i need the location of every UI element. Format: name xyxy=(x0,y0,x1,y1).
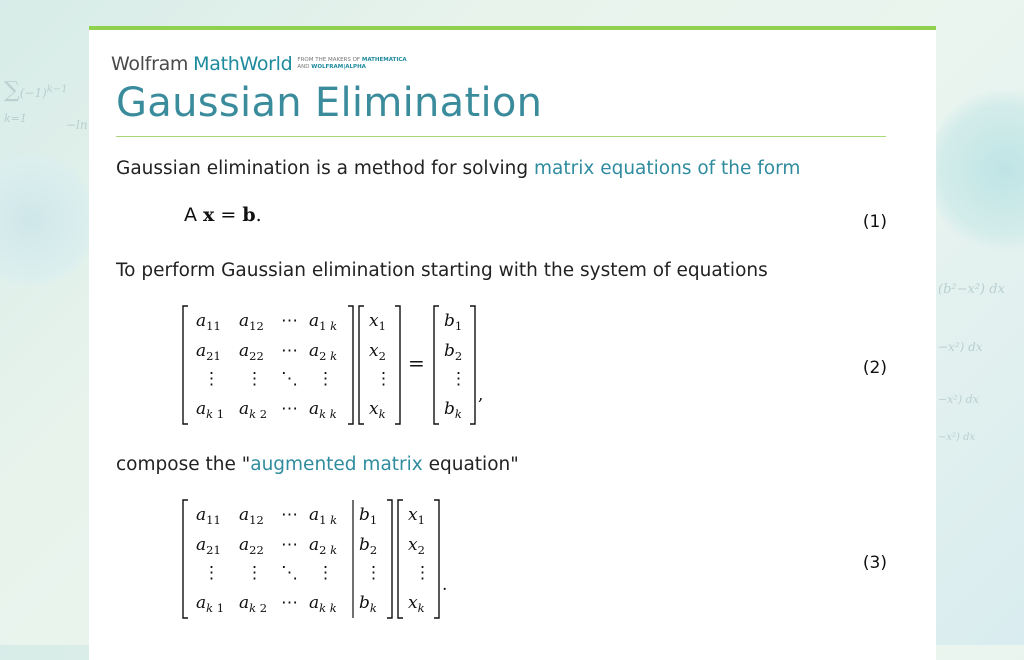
equation-3-number: (3) xyxy=(862,553,887,573)
svg-text:a21: $a_{21}$ xyxy=(196,535,221,557)
augmented-paragraph: compose the "augmented matrix equation" xyxy=(116,454,519,475)
svg-text:⋯: ⋯ xyxy=(281,505,298,525)
svg-text:a12: $a_{12}$ xyxy=(239,311,264,333)
system-paragraph: To perform Gaussian elimination starting with the system of equations xyxy=(116,260,768,281)
svg-text:⋮: ⋮ xyxy=(246,369,263,389)
svg-text:a2 k: $a_2$ k xyxy=(309,535,338,557)
svg-text:b1: $b_1$ xyxy=(444,311,463,333)
background-formula-right-2: −x²) dx xyxy=(938,340,983,354)
background-formula-ln: −ln xyxy=(66,118,88,132)
svg-text:a1 k: $a_1$ k xyxy=(309,505,338,527)
svg-text:ak 1: $a_k$ 1 xyxy=(196,399,225,421)
svg-text:ak 2: $a_k$ 2 xyxy=(239,593,268,615)
svg-text:=: = xyxy=(408,351,425,375)
title-divider xyxy=(116,136,886,137)
svg-text:ak 2: $a_k$ 2 xyxy=(239,399,268,421)
svg-text:ak k: $a_{k k}$ xyxy=(309,593,337,615)
svg-text:b1: $b_1$ xyxy=(359,505,378,527)
svg-text:b2: $b_2$ xyxy=(444,341,463,363)
equation-1-number: (1) xyxy=(862,212,887,232)
svg-text:a21: $a_{21}$ xyxy=(196,341,221,363)
background-formula-right-1: (b²−x²) dx xyxy=(938,282,1005,297)
svg-text:⋮: ⋮ xyxy=(450,369,467,389)
mathworld-logo[interactable] xyxy=(111,52,407,76)
equation-3 xyxy=(181,498,461,620)
page-title: Gaussian Elimination xyxy=(116,80,543,126)
svg-text:a1 k: $a_1$ k xyxy=(309,311,338,333)
background-shape-left xyxy=(0,150,100,290)
svg-text:⋱: ⋱ xyxy=(281,369,298,389)
svg-text:⋮: ⋮ xyxy=(317,369,334,389)
svg-text:xk: $x_k$ xyxy=(369,399,386,421)
svg-text:a2 k: $a_2$ k xyxy=(309,341,338,363)
svg-text:ak 1: $a_k$ 1 xyxy=(196,593,225,615)
svg-text:x2: $x_2$ xyxy=(408,535,425,557)
background-formula-right-3: −x²) dx xyxy=(938,393,979,406)
svg-text:⋮: ⋮ xyxy=(317,563,334,583)
background-formula-right-4: −x²) dx xyxy=(938,432,976,443)
svg-text:x2: $x_2$ xyxy=(369,341,386,363)
svg-text:⋮: ⋮ xyxy=(414,563,431,583)
svg-text:x1: $x_1$ xyxy=(408,505,425,527)
svg-text:a22: $a_{22}$ xyxy=(239,535,264,557)
svg-text:a22: $a_{22}$ xyxy=(239,341,264,363)
svg-text:a11: $a_{11}$ xyxy=(196,505,221,527)
svg-text:bk: $b_k$ xyxy=(444,399,462,421)
svg-text:⋮: ⋮ xyxy=(203,369,220,389)
svg-text:⋮: ⋮ xyxy=(365,563,382,583)
svg-text:⋮: ⋮ xyxy=(375,369,392,389)
svg-text:⋮: ⋮ xyxy=(203,563,220,583)
svg-text:x1: $x_1$ xyxy=(369,311,386,333)
svg-text:ak k: $a_{k k}$ xyxy=(309,399,337,421)
svg-text:bk: $b_k$ xyxy=(359,593,377,615)
svg-text:⋯: ⋯ xyxy=(281,593,298,613)
article-card xyxy=(89,26,936,660)
svg-text:⋯: ⋯ xyxy=(281,311,298,331)
svg-text:⋱: ⋱ xyxy=(281,563,298,583)
equation-2 xyxy=(181,304,501,426)
svg-text:.: . xyxy=(442,575,448,595)
logo-mathworld-text: MathWorld xyxy=(193,53,293,75)
svg-text:⋮: ⋮ xyxy=(246,563,263,583)
augmented-matrix-link[interactable]: augmented matrix xyxy=(250,454,423,475)
svg-text:xk: $x_k$ xyxy=(408,593,425,615)
svg-text:,: , xyxy=(478,385,484,405)
equation-2-number: (2) xyxy=(862,358,887,378)
svg-text:b2: $b_2$ xyxy=(359,535,378,557)
svg-text:⋯: ⋯ xyxy=(281,341,298,361)
background-formula-sum: $\sum(-1)^{k-1}$ xyxy=(4,78,68,103)
logo-tagline: FROM THE MAKERS OF MATHEMATICA AND WOLFRAM|ALPHA xyxy=(297,57,407,70)
svg-text:a12: $a_{12}$ xyxy=(239,505,264,527)
intro-paragraph: Gaussian elimination is a method for solving matrix equations of the form xyxy=(116,158,801,179)
logo-wolfram-text: Wolfram xyxy=(111,53,189,75)
svg-text:a11: $a_{11}$ xyxy=(196,311,221,333)
svg-text:⋯: ⋯ xyxy=(281,535,298,555)
background-shape-right xyxy=(930,80,1024,260)
equation-1: A x = b. xyxy=(184,204,262,226)
background-formula-sum-index: k=1 xyxy=(4,112,27,125)
svg-text:⋯: ⋯ xyxy=(281,399,298,419)
matrix-equations-link[interactable]: matrix equations of the form xyxy=(534,158,801,179)
